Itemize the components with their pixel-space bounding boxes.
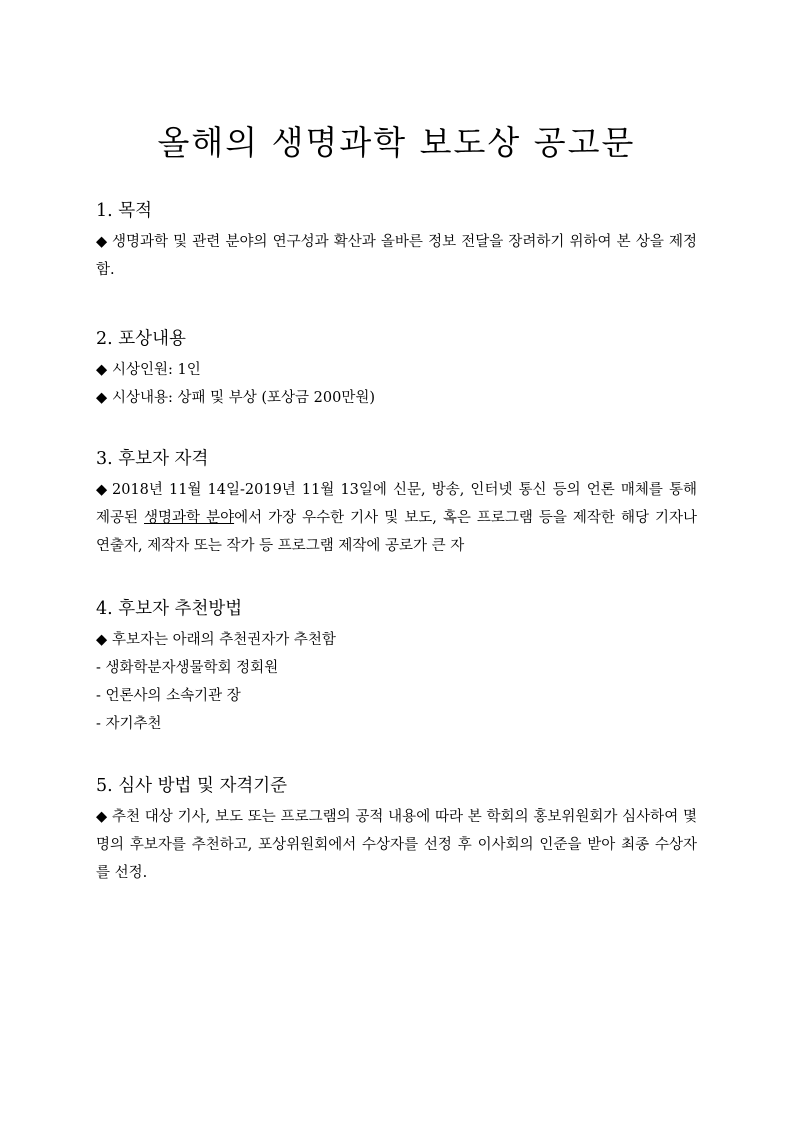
diamond-bullet-icon: ◆ (96, 809, 108, 825)
document-title: 올해의 생명과학 보도상 공고문 (157, 123, 636, 162)
section-nomination-method (96, 598, 697, 738)
paragraph-text: 생명과학 및 관련 분야의 연구성과 확산과 올바른 정보 전달을 장려하기 위하여 본 상을 제정함. (96, 234, 697, 278)
dash-list-item: - 자기추천 (96, 716, 162, 732)
list-item (96, 626, 697, 654)
list-item (96, 384, 697, 412)
section-heading: 3. 후보자 자격 (96, 449, 209, 469)
section-heading: 5. 심사 방법 및 자격기준 (96, 776, 288, 796)
dash-list-item: - 생화학분자생물학회 정회원 (96, 660, 279, 676)
list-item (96, 356, 697, 384)
underlined-text: 생명과학 분야 (144, 510, 235, 526)
section-heading: 1. 목적 (96, 201, 153, 221)
section-purpose (96, 200, 697, 284)
section-heading: 4. 후보자 추천방법 (96, 599, 243, 619)
section-review-criteria (96, 775, 697, 887)
list-item-text: 후보자는 아래의 추천권자가 추천함 (112, 632, 336, 648)
section-paragraph (96, 476, 697, 560)
diamond-bullet-icon: ◆ (96, 362, 108, 378)
diamond-bullet-icon: ◆ (96, 482, 108, 498)
diamond-bullet-icon: ◆ (96, 234, 108, 250)
section-paragraph (96, 228, 697, 284)
list-item-text: 시상인원: 1인 (112, 362, 201, 378)
list-item-text: 시상내용: 상패 및 부상 (포상금 200만원) (112, 390, 376, 406)
diamond-bullet-icon: ◆ (96, 632, 108, 648)
section-heading: 2. 포상내용 (96, 329, 186, 349)
paragraph-text: 에서 가장 우수한 기사 및 보도, 혹은 프로그램 등을 제작한 해당 기자나 연출자, 제작자 또는 작가 등 프로그램 제작에 공로가 큰 자 (96, 510, 697, 554)
paragraph-text: 추천 대상 기사, 보도 또는 프로그램의 공적 내용에 따라 본 학회의 홍보위원회가 심사하여 몇 명의 후보자를 추천하고, 포상위원회에서 수상자를 선정 후 이사회의 인준을 받아 최종 수상자를 선정. (96, 809, 697, 881)
section-eligibility (96, 448, 697, 560)
dash-list-item: - 언론사의 소속기관 장 (96, 688, 241, 704)
paragraph-text: 2018년 11월 14일-2019년 11월 13일에 신문, 방송, 인터넷 통신 등의 언론 매체를 통해 제공된 (96, 482, 697, 526)
diamond-bullet-icon: ◆ (96, 390, 108, 406)
section-award-content (96, 328, 697, 412)
section-paragraph (96, 803, 697, 887)
